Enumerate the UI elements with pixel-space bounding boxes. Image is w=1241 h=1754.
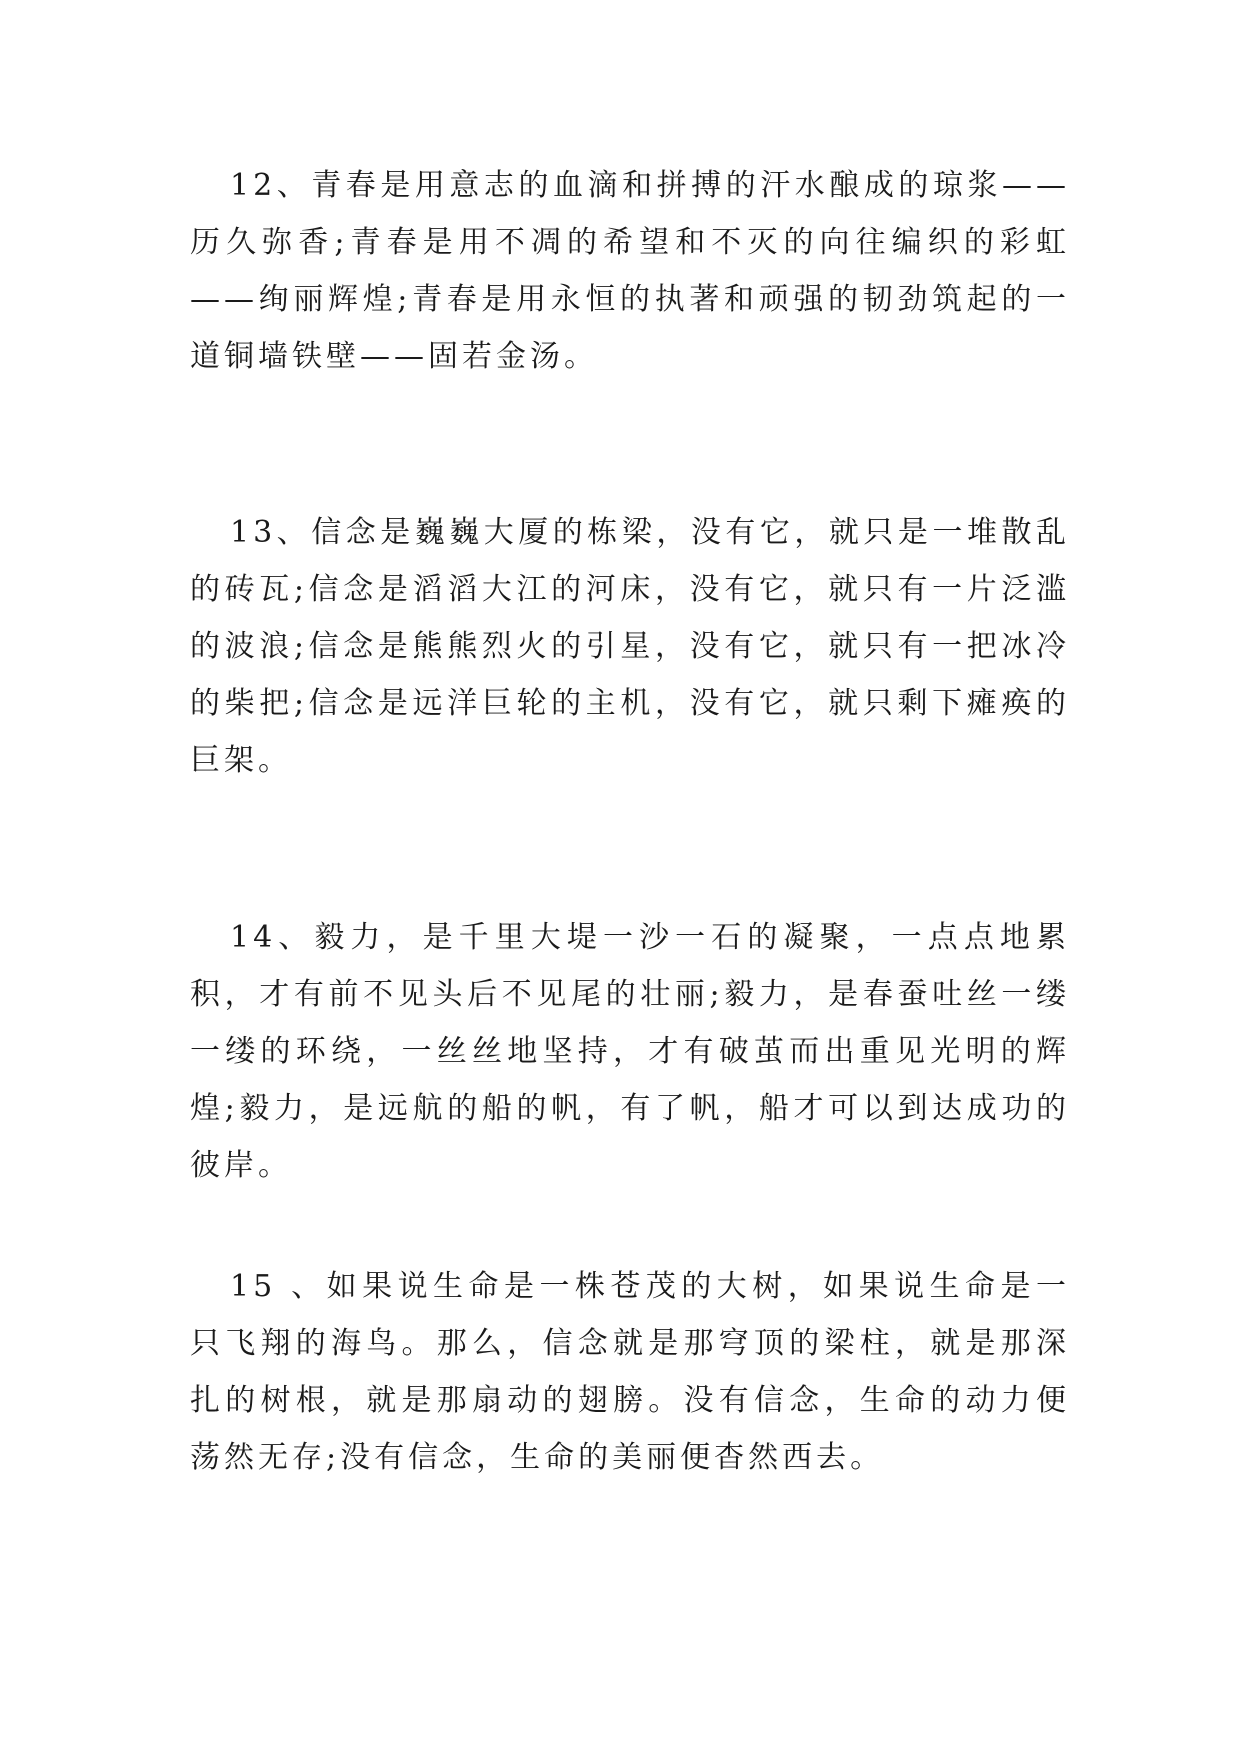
paragraph-12: 12、青春是用意志的血滴和拼搏的汗水酿成的琼浆——历久弥香;青春是用不凋的希望和不灭的向往编织的彩虹——绚丽辉煌;青春是用永恒的执著和顽强的韧劲筑起的一道铜墙铁壁——固若金汤。 [190, 168, 1070, 374]
paragraph-14: 14、毅力，是千里大堤一沙一石的凝聚，一点点地累积，才有前不见头后不见尾的壮丽;毅力，是春蚕吐丝一缕一缕的环绕，一丝丝地坚持，才有破茧而出重见光明的辉煌;毅力，是远航的船的帆，有了帆，船才可以到达成功的彼岸。 [190, 920, 1070, 1183]
paragraph-13: 13、信念是巍巍大厦的栋梁，没有它，就只是一堆散乱的砖瓦;信念是滔滔大江的河床，没有它，就只有一片泛滥的波浪;信念是熊熊烈火的引星，没有它，就只有一把冰冷的柴把;信念是远洋巨轮的主机，没有它，就只剩下瘫痪的巨架。 [190, 515, 1070, 778]
paragraph-15: 15 、如果说生命是一株苍茂的大树，如果说生命是一只飞翔的海鸟。那么，信念就是那穹顶的梁柱，就是那深扎的树根，就是那扇动的翅膀。没有信念，生命的动力便荡然无存;没有信念，生命的美丽便杳然西去。 [190, 1269, 1070, 1475]
